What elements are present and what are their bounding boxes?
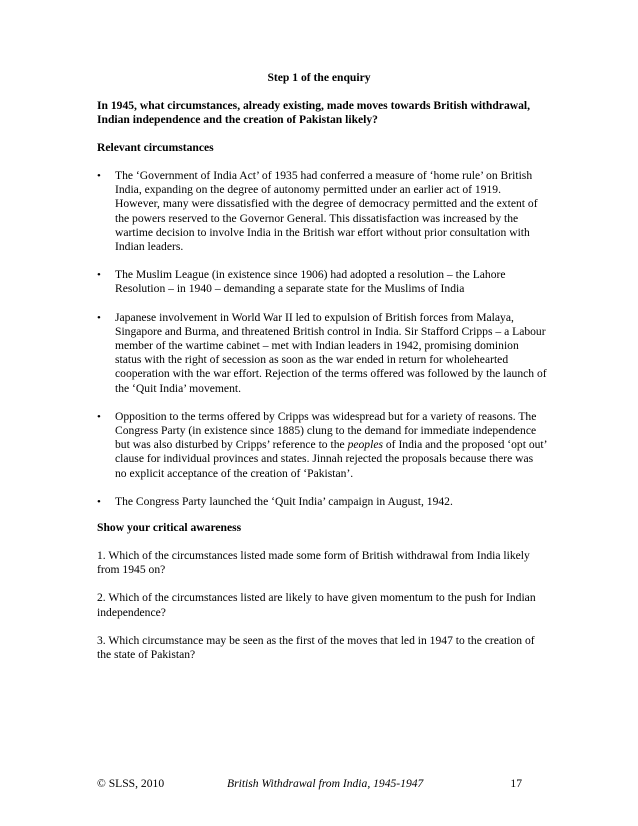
circumstance-text: The Congress Party launched the ‘Quit India’ campaign in August, 1942. bbox=[115, 494, 453, 508]
circumstance-text bbox=[115, 410, 547, 480]
list-item bbox=[97, 169, 547, 254]
relevant-circumstances-heading: Relevant circumstances bbox=[97, 141, 214, 154]
circumstance-text-part: of India and the proposed ‘opt out’ clause for individual provinces and states. Jinnah rejected the proposals because there was no explicit acceptance of the creation of ‘Pakistan’. bbox=[115, 438, 547, 480]
circumstance-text: Japanese involvement in World War II led to expulsion of British forces from Malaya, Singapore and Burma, and threatened British control in India. Sir Stafford Cripps – a Labour member of the wartime cabinet – met with Indian leaders in 1942, promising dominion status with the right of secession as soon as the war ended in return for wholehearted cooperation with the war effort. Rejection of the terms offered was followed by the launch of the ‘Quit India’ movement. bbox=[115, 310, 547, 395]
list-item bbox=[97, 495, 547, 509]
list-item bbox=[97, 410, 547, 481]
circumstance-text: The ‘Government of India Act’ of 1935 had conferred a measure of ‘home rule’ on British India, expanding on the degree of autonomy permitted under an earlier act of 1919. However, many were dissatisfied with the degree of democracy permitted and the extent of the powers reserved to the Governor General. This dissatisfaction was increased by the wartime decision to involve India in the British war effort without prior consultation with Indian leaders. bbox=[115, 169, 538, 254]
question-item: 2. Which of the circumstances listed are likely to have given momentum to the push for Indian independence? bbox=[97, 591, 536, 619]
circumstances-list bbox=[97, 169, 547, 523]
question-item: 3. Which circumstance may be seen as the first of the moves that led in 1947 to the creation of the state of Pakistan? bbox=[97, 633, 535, 662]
list-item bbox=[97, 268, 547, 296]
bullet-icon: • bbox=[97, 311, 101, 324]
page-number: 17 bbox=[510, 777, 522, 790]
list-item bbox=[97, 311, 547, 396]
bullet-icon: • bbox=[97, 269, 101, 282]
step-title: Step 1 of the enquiry bbox=[267, 71, 371, 84]
emphasized-word: peoples bbox=[347, 438, 383, 452]
circumstance-text-part: Opposition to the terms offered by Cripps was widespread but for a variety of reasons. The Congress Party (in existence since 1885) clung to the demand for immediate independence but was also disturbed by Cripps’ reference to the bbox=[115, 409, 537, 452]
enquiry-question: In 1945, what circumstances, already existing, made moves towards British withdrawal, Indian independence and the creation of Pakistan likely? bbox=[97, 99, 531, 127]
question-item: 1. Which of the circumstances listed made some form of British withdrawal from India likely from 1945 on? bbox=[97, 549, 530, 577]
page-footer bbox=[97, 777, 522, 793]
bullet-icon: • bbox=[97, 495, 101, 508]
footer-copyright: © SLSS, 2010 bbox=[97, 777, 165, 790]
footer-title: British Withdrawal from India, 1945-1947 bbox=[227, 777, 424, 790]
critical-awareness-heading: Show your critical awareness bbox=[97, 521, 242, 534]
circumstance-text: The Muslim League (in existence since 1906) had adopted a resolution – the Lahore Resolution – in 1940 – demanding a separate state for the Muslims of India bbox=[115, 268, 506, 296]
bullet-icon: • bbox=[97, 410, 101, 423]
critical-questions-list bbox=[97, 549, 547, 676]
bullet-icon: • bbox=[97, 170, 101, 182]
